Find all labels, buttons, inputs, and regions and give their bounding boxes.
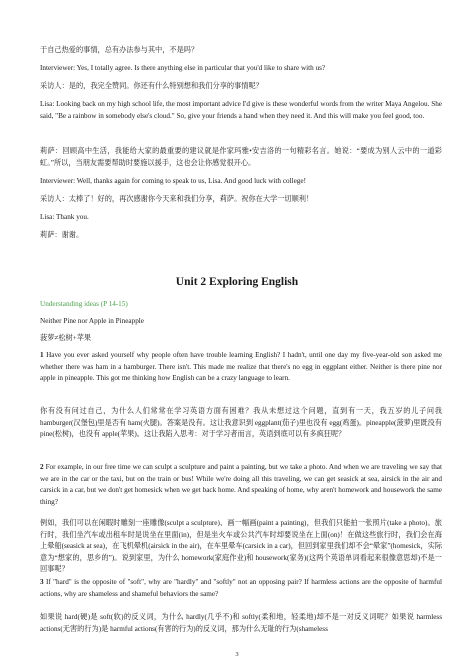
paragraph-1-en [40, 350, 442, 385]
paragraph-2-en [40, 462, 442, 508]
dialogue-line-zh: 采访人：太棒了！好的，再次感谢你今天来和我们分享，莉萨。祝你在大学一切顺利！ [40, 195, 314, 203]
paragraph-text: Have you ever asked yourself why people often have trouble learning English? I hadn't, until one day my five-year-old son asked me whether there was ham in a hamburger. There isn't. This made me realize that there's no egg in eggplant either. Neither is there pine nor apple in pineapple. This got me thinking how English can be a crazy language to learn. [40, 351, 442, 383]
dialogue-paragraph-en: Lisa: Looking back on my high school life, the most important advice I'd give is these wonderful words from the writer Maya Angelou. She said, "Be a rainbow in somebody else's cloud." So, give your friends a hand when they need it. And this will make you feel good, too. [40, 100, 442, 120]
paragraph-3-zh: 如果说 hard(硬)是 soft(软)的反义词，为什么 hardly(几乎不)和 softly(柔和地，轻柔地)却不是一对反义词呢？如果说 harmless actions(无害的行为)是 harmful actions(有害的行为)的反义词，那为什么无耻的行为(shameless [40, 613, 442, 633]
paragraph-number: 2 [40, 463, 44, 471]
article-title-en: Neither Pine nor Apple in Pineapple [40, 317, 144, 325]
dialogue-line-zh: 莉萨：谢谢。 [40, 231, 84, 239]
unit-title: Unit 2 Exploring English [175, 276, 299, 288]
dialogue-paragraph-zh: 莉萨：回顾高中生活，我能给大家的最重要的建议就是作家玛雅•安吉洛的一句精彩名言。她说：“要成为别人云中的一道彩虹。”所以，当朋友需要帮助时要施以援手，这也会让你感觉很开心。 [40, 147, 442, 167]
dialogue-line-zh: 采访人：是的，我完全赞同。你还有什么特别想和我们分享的事情呢？ [40, 82, 263, 90]
dialogue-line-en: Interviewer: Yes, I totally agree. Is there anything else in particular that you'd like to share with us? [40, 64, 326, 72]
section-heading: Understanding ideas (P 14-15) [40, 300, 128, 308]
article-title-zh: 菠萝≠松树+苹果 [40, 334, 92, 342]
paragraph-text: For example, in our free time we can sculpt a sculpture and paint a painting, but we take a photo. And when we are traveling we say that we are in the car or the taxi, but on the train or bus! While we're doing all this traveling, we can get seasick at sea, airsick in the air and carsick in a car, but we don't get homesick when we get back home. And speaking of home, why aren't homework and housework the same thing? [40, 463, 442, 506]
dialogue-line-en: Interviewer: Well, thanks again for coming to speak to us, Lisa. And good luck with college! [40, 177, 306, 185]
paragraph-number: 3 [40, 578, 44, 586]
dialogue-line-en: Lisa: Thank you. [40, 213, 89, 221]
paragraph-1-zh: 你有没有问过自己，为什么人们常常在学习英语方面有困难？我从未想过这个问题，直到有一天，我五岁的儿子问我 hamburger(汉堡包)里是否有 ham(火腿)。答案是没有。这让我意识到 eggplant(茄子)里也没有 egg(鸡蛋)。pineapple(菠萝)里既没有 pine(松树)，也没有 apple(苹果)。这让我陷入思考：对于学习者而言，英语到底可以有多疯狂呢？ [40, 407, 442, 439]
page-number: 3 [235, 651, 239, 658]
paragraph-2-zh: 例如，我们可以在闲暇时雕刻一座雕像(sculpt a sculpture)、画一幅画(paint a painting)，但我们只能拍一张照片(take a photo)。旅行时，我们坐汽车或出租车时是说坐在里面(in)，但是坐火车或公共汽车时却要说坐在上面(on)！在做这些旅行时，我们会在海上晕船(seasick at sea)，在飞机晕机(airsick in the air)，在车里晕车(carsick in a car)，但回到家里我们却不会“晕家”(homesick，实际意为“想家的，思乡的”)。说到家里，为什么 homework(家庭作业)和 housework(家务)(这两个英语单词看起来很像意思却)不是一回事呢？ [40, 519, 443, 574]
paragraph-number: 1 [40, 351, 44, 359]
dialogue-line-zh: 于自己热爱的事情，总有办法参与其中，不是吗？ [40, 46, 199, 54]
paragraph-3-en [40, 577, 442, 600]
paragraph-text: If "hard" is the opposite of "soft", why are "hardly" and "softly" not an opposing pair? If harmless actions are the opposite of harmful actions, why are shameless and shameful behaviors the same? [40, 578, 442, 598]
